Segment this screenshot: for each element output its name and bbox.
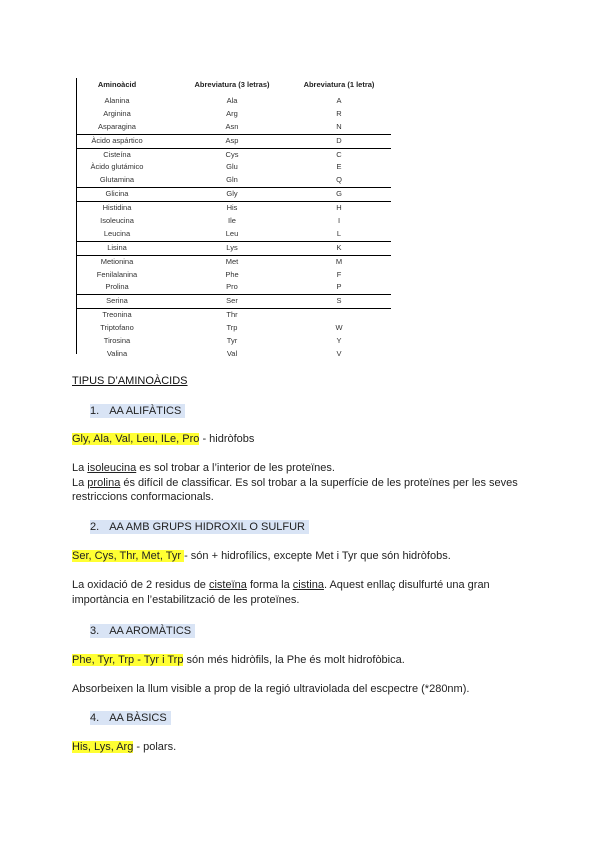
heading-number: 3. bbox=[90, 625, 100, 637]
cell-aminoacid: Cisteína bbox=[103, 149, 131, 159]
table-row bbox=[77, 241, 391, 255]
underlined-term: isoleucina bbox=[87, 462, 137, 474]
table-row bbox=[77, 95, 391, 108]
cell-aminoacid: Isoleucina bbox=[100, 216, 134, 226]
text: - són + hidrofílics, excepte Met i Tyr que són hidròfobs. bbox=[184, 550, 451, 562]
table-row bbox=[77, 228, 391, 241]
table-row bbox=[77, 215, 391, 228]
text: La bbox=[72, 476, 88, 489]
cell-aminoacid: Metionina bbox=[100, 256, 134, 266]
cell-aminoacid: Glicina bbox=[105, 189, 129, 199]
cell-aminoacid: Tirosina bbox=[103, 336, 131, 346]
text: és difícil de classificar. Es sol trobar a la superfície de les proteïnes per les seves bbox=[120, 476, 518, 489]
text: importància en l’estabilització de les proteïnes. bbox=[72, 593, 300, 606]
cell-abbr3: Gln bbox=[226, 175, 238, 185]
cell-aminoacid: Arginina bbox=[103, 108, 131, 118]
heading-number: 4. bbox=[90, 712, 100, 724]
amino-acid-table bbox=[76, 78, 391, 358]
header-abbr1: Abreviatura (1 letra) bbox=[303, 80, 375, 89]
table-row bbox=[77, 269, 391, 282]
hydroxyl-list bbox=[72, 549, 542, 564]
cell-abbr3: Arg bbox=[226, 108, 238, 118]
cell-abbr3: Ala bbox=[226, 96, 238, 105]
aromatic-list bbox=[72, 653, 542, 668]
cell-abbr3: Asn bbox=[225, 121, 239, 131]
table-row bbox=[77, 255, 391, 269]
text: La oxidació de 2 residus de bbox=[72, 579, 209, 591]
cell-abbr1: L bbox=[336, 228, 342, 238]
cell-abbr3: Phe bbox=[225, 269, 239, 279]
heading-label: AA BÀSICS bbox=[109, 712, 167, 724]
cell-abbr3: His bbox=[226, 203, 238, 213]
header-abbr3: Abreviatura (3 letras) bbox=[194, 80, 270, 89]
underlined-term: cisteïna bbox=[208, 579, 247, 591]
aromatic-note: Absorbeixen la llum visible a prop de la regió ultraviolada del escpectre (*280nm). bbox=[72, 683, 470, 695]
cell-abbr1: S bbox=[336, 296, 342, 306]
cell-abbr1: C bbox=[336, 149, 342, 159]
underlined-term: prolina bbox=[87, 476, 121, 489]
heading-number: 1. bbox=[90, 405, 100, 417]
header-aminoacid: Aminoàcid bbox=[97, 80, 137, 89]
table-row bbox=[77, 121, 391, 134]
table-row bbox=[77, 161, 391, 174]
aliphatic-list bbox=[72, 432, 542, 447]
cell-abbr1: P bbox=[336, 282, 342, 292]
cell-abbr3: Leu bbox=[225, 228, 239, 238]
table-row bbox=[77, 348, 391, 361]
highlighted-text: Gly, Ala, Val, Leu, ILe, Pro bbox=[72, 433, 200, 445]
heading-label: AA ALIFÀTICS bbox=[109, 405, 182, 417]
table-row bbox=[77, 134, 391, 148]
cell-aminoacid: Asparagina bbox=[98, 121, 136, 131]
cell-aminoacid: Fenilalanina bbox=[96, 269, 138, 279]
basic-list bbox=[72, 740, 542, 755]
cell-abbr3: Glu bbox=[226, 162, 238, 172]
cell-abbr1: I bbox=[337, 216, 341, 226]
text: . Aquest enllaç disulfurté una gran bbox=[323, 579, 490, 591]
cell-aminoacid: Treonina bbox=[102, 310, 132, 320]
highlighted-text: Phe, Tyr, Trp - Tyr i Trp bbox=[72, 654, 184, 666]
table-row bbox=[77, 187, 391, 201]
cell-abbr3: Asp bbox=[225, 135, 239, 145]
table-row bbox=[77, 335, 391, 348]
cell-abbr1: Q bbox=[336, 175, 342, 185]
cell-aminoacid: Alanina bbox=[104, 96, 130, 105]
text: són més hidròfils, la Phe és molt hidrofòbica. bbox=[183, 654, 405, 666]
cell-abbr3: Gly bbox=[226, 189, 238, 199]
cell-aminoacid: Àcido aspártico bbox=[91, 135, 143, 145]
table-row bbox=[77, 308, 391, 322]
text: restriccions conformacionals. bbox=[72, 491, 214, 503]
cell-abbr1: H bbox=[336, 203, 342, 213]
heading-label: AA AMB GRUPS HIDROXIL O SULFUR bbox=[109, 521, 305, 533]
cell-abbr3: Ile bbox=[228, 216, 236, 226]
table-row bbox=[77, 294, 391, 308]
cell-abbr3: Trp bbox=[226, 323, 238, 333]
heading-basic bbox=[90, 711, 171, 725]
highlighted-text: Ser, Cys, Thr, Met, Tyr bbox=[72, 550, 185, 562]
cell-abbr1: N bbox=[336, 121, 342, 131]
text: es sol trobar a l’interior de les proteïnes. bbox=[136, 462, 335, 474]
cell-aminoacid: Leucina bbox=[103, 228, 131, 238]
highlighted-text: His, Lys, Arg bbox=[72, 741, 134, 753]
table-body bbox=[77, 95, 391, 361]
cell-abbr3: Met bbox=[225, 256, 239, 266]
heading-label: AA AROMÀTICS bbox=[109, 625, 192, 637]
aliphatic-note bbox=[72, 461, 542, 505]
text: - hidròfobs bbox=[199, 433, 255, 445]
cell-aminoacid: Lisina bbox=[107, 242, 127, 252]
cell-abbr1: W bbox=[335, 323, 343, 333]
heading-number: 2. bbox=[90, 521, 100, 533]
table-row bbox=[77, 108, 391, 121]
cell-aminoacid: Triptofano bbox=[100, 323, 134, 333]
text: La bbox=[72, 462, 88, 474]
table-header bbox=[77, 80, 391, 94]
page-title: TIPUS D’AMINOÀCIDS bbox=[72, 375, 188, 387]
cell-abbr1: G bbox=[336, 189, 342, 199]
cell-abbr3: Thr bbox=[226, 310, 238, 320]
cell-aminoacid: Valina bbox=[106, 348, 128, 358]
cell-aminoacid: Serina bbox=[106, 296, 128, 306]
cell-abbr1: K bbox=[336, 242, 342, 252]
cell-abbr1: E bbox=[336, 162, 342, 172]
table-row bbox=[77, 281, 391, 294]
table-row bbox=[77, 322, 391, 335]
text: forma la bbox=[246, 579, 293, 591]
cell-abbr1: M bbox=[335, 256, 343, 266]
cell-aminoacid: Histidina bbox=[102, 203, 132, 213]
underlined-term: cistina bbox=[292, 579, 324, 591]
table-row bbox=[77, 201, 391, 215]
cell-abbr1: A bbox=[336, 96, 342, 105]
heading-hydroxyl-sulfur bbox=[90, 520, 309, 534]
cell-abbr3: Val bbox=[226, 348, 238, 358]
table-row bbox=[77, 148, 391, 162]
heading-aromatic bbox=[90, 624, 195, 638]
cell-abbr3: Lys bbox=[226, 242, 238, 252]
cell-abbr1: V bbox=[336, 348, 342, 358]
text: - polars. bbox=[133, 741, 177, 753]
cell-abbr1: F bbox=[336, 269, 342, 279]
cell-abbr1: R bbox=[336, 108, 342, 118]
heading-aliphatic bbox=[90, 404, 185, 418]
cell-abbr3: Tyr bbox=[226, 336, 238, 346]
cell-aminoacid: Prolina bbox=[105, 282, 129, 292]
cell-aminoacid: Àcido glutámico bbox=[90, 162, 144, 172]
cell-abbr1: Y bbox=[336, 336, 342, 346]
cell-abbr3: Ser bbox=[226, 296, 238, 306]
cell-abbr1: D bbox=[336, 135, 342, 145]
cell-abbr3: Pro bbox=[226, 282, 238, 292]
cell-aminoacid: Glutamina bbox=[99, 175, 135, 185]
cell-abbr3: Cys bbox=[225, 149, 239, 159]
hydroxyl-note bbox=[72, 578, 542, 607]
table-row bbox=[77, 174, 391, 187]
